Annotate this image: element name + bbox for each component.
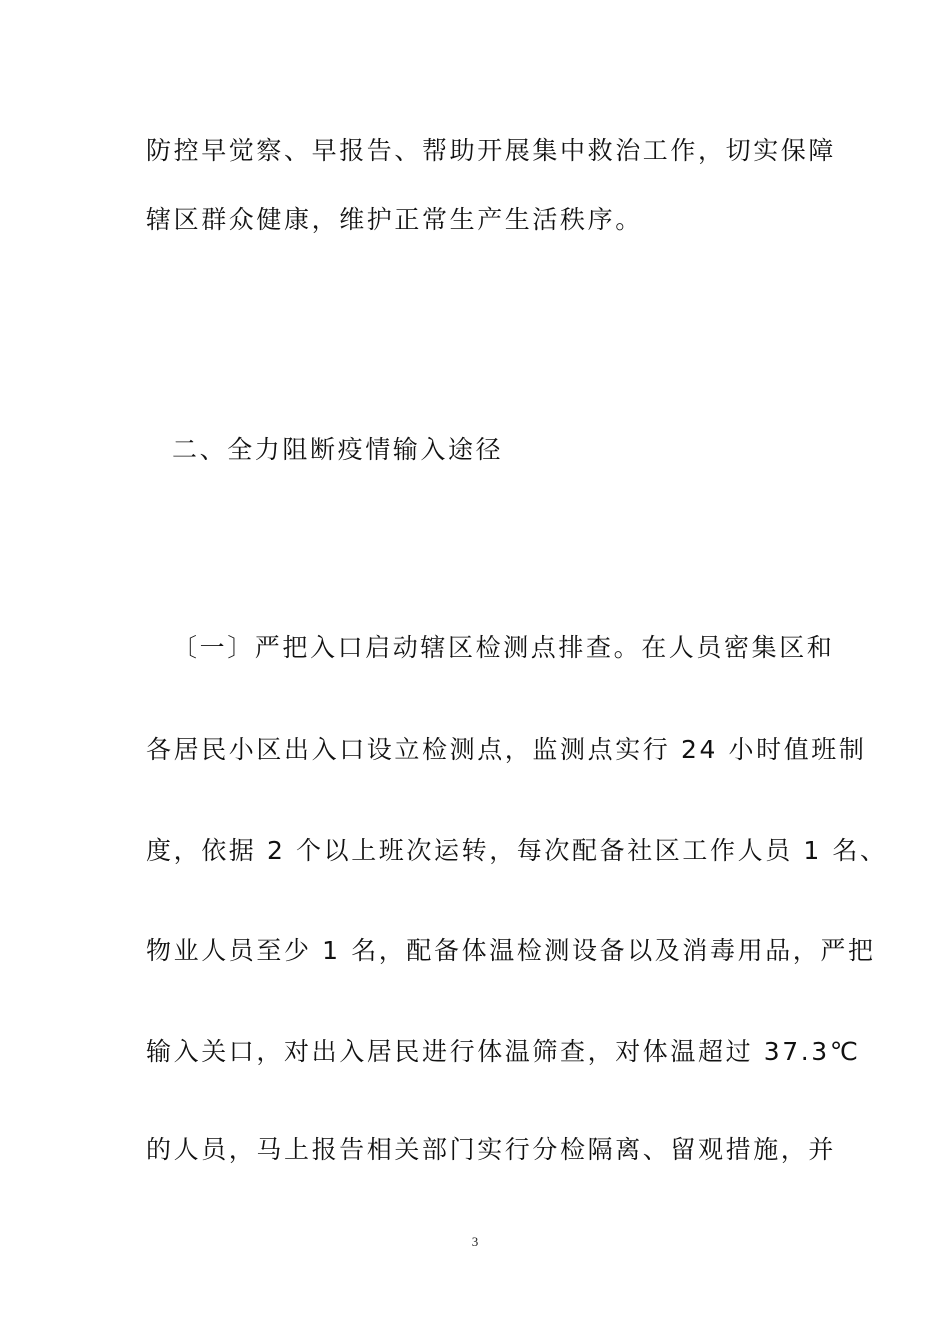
page-number: 3 [471, 1234, 479, 1249]
paragraph-line: 度，依据 2 个以上班次运转，每次配备社区工作人员 1 名、 [146, 836, 888, 865]
paragraph-line: 的人员，马上报告相关部门实行分检隔离、留观措施，并 [146, 1135, 837, 1164]
paragraph-line: 输入关口，对出入居民进行体温筛查，对体温超过 37.3℃ [146, 1037, 861, 1066]
paragraph-line: 物业人员至少 1 名，配备体温检测设备以及消毒用品，严把 [146, 936, 876, 965]
paragraph-line: 〔一〕严把入口启动辖区检测点排查。在人员密集区和 [172, 633, 835, 662]
paragraph-line: 防控早觉察、早报告、帮助开展集中救治工作，切实保障 [146, 136, 837, 165]
paragraph-line: 辖区群众健康，维护正常生产生活秩序。 [146, 205, 643, 234]
paragraph-line: 各居民小区出入口设立检测点，监测点实行 24 小时值班制 [146, 735, 867, 764]
section-heading: 二、全力阻断疫情输入途径 [172, 435, 504, 464]
